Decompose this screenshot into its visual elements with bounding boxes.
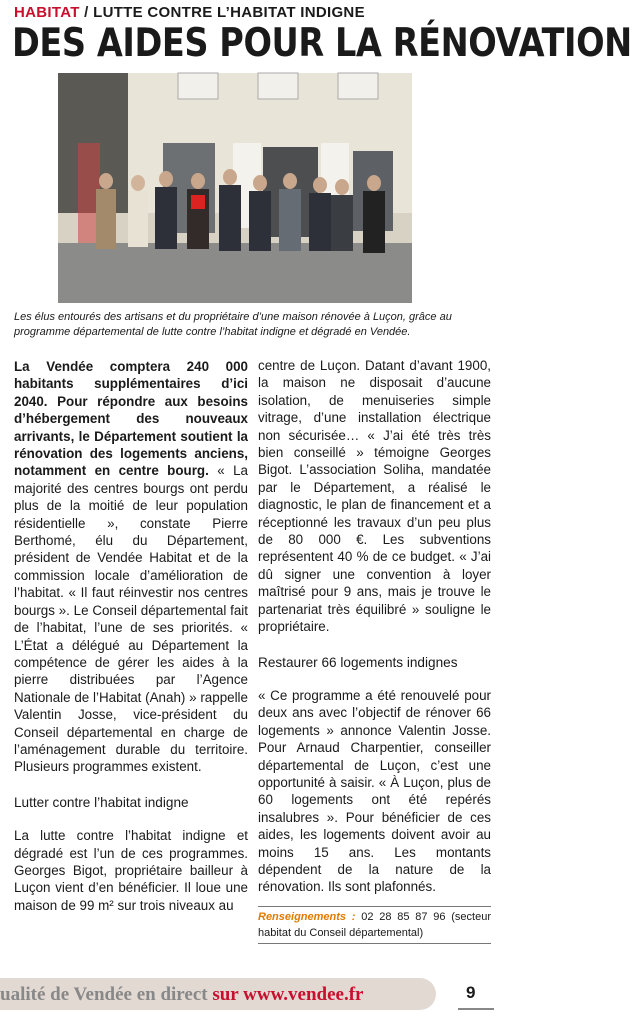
paragraph-1 xyxy=(14,358,248,776)
footer-text xyxy=(0,984,436,1006)
lead-text: La Vendée comptera 240 000 habitants supplémentaires d’ici 2040. Pour répondre aux besoins d’hébergement des nouveaux arrivants, le Département soutient la rénovation des logements anciens, notamment en centre bourg. xyxy=(14,359,248,479)
kicker-separator: / xyxy=(79,4,94,21)
paragraph-1-body: « La majorité des centres bourgs ont perdu plus de la moitié de leur population résidentielle », constate Pierre Berthomé, élu du Département, président de Vendée Habitat et de la commission locale d’amélioration de l’habitat. « Il faut réinvestir nos centres bourgs ». Le Conseil départemental fait de l’habitat, l’une de ses priorités. « L’État a délégué au Département la compétence de gérer les aides à la pierre distribuées par l’Agence Nationale de l’Habitat (Anah) » rappelle Valentin Josse, vice-président du Conseil départemental en charge de l’aménagement durable du territoire. Plusieurs programmes existent. xyxy=(14,463,248,775)
subheading-1: Lutter contre l’habitat indigne xyxy=(14,794,189,810)
footer-url[interactable]: sur www.vendee.fr xyxy=(212,984,364,1005)
article-headline: DES AIDES POUR LA RÉNOVATION xyxy=(12,21,632,66)
article-column-1 xyxy=(14,358,248,914)
paragraph-3: centre de Luçon. Datant d’avant 1900, la maison ne disposait d’aucune isolation, de menuiseries simple vitrage, d’une installation électrique non sécurisée… « J’ai été très très bien conseillé » témoigne Georges Bigot. L’association Soliha, mandatée par le Département, a réalisé le diagnostic, le plan de financement et a réceptionné les travaux d’un peu plus de 80 000 €. Les subventions représentent 40 % de ce budget. « J’ai dû signer une convention à loyer maîtrisé pour 9 ans, mais je trouve le partenariat très équilibré » souligne le propriétaire. xyxy=(258,358,491,635)
topic-label: LUTTE CONTRE L’HABITAT INDIGNE xyxy=(93,4,365,21)
group-photo-illustration xyxy=(58,73,412,303)
info-label: Renseignements : xyxy=(258,910,356,923)
article-column-2 xyxy=(258,357,491,944)
paragraph-4: « Ce programme a été renouvelé pour deux ans avec l’objectif de rénover 66 logements » annonce Valentin Josse. Pour Arnaud Charpentier, conseiller départemental de Luçon, c’est une opportunité à saisir. « À Luçon, plus de 60 logements ont été repérés insalubres ». Pour bénéficier de ces aides, les logements doivent avoir au moins 15 ans. Les montants dépendent de la nature de la rénovation. Ils sont plafonnés. xyxy=(258,687,491,895)
subheading-2: Restaurer 66 logements indignes xyxy=(258,654,458,670)
section-kicker xyxy=(14,4,365,21)
page-number-underline xyxy=(458,1008,494,1010)
info-box xyxy=(258,906,491,944)
footer-tagline: ualité de Vendée en direct xyxy=(0,984,213,1005)
paragraph-2: La lutte contre l’habitat indigne et dégradé est l’un de ces programmes. Georges Bigot, propriétaire bailleur à Luçon vient d’en bénéficier. Il loue une maison de 99 m² sur trois niveaux au xyxy=(14,828,248,913)
photo-caption: Les élus entourés des artisans et du propriétaire d’une maison rénovée à Luçon, grâce au programme départemental de lutte contre l’habitat indigne et dégradé en Vendée. xyxy=(14,311,452,338)
article-photo xyxy=(58,73,412,303)
info-text: 02 28 85 87 96 (secteur habitat du Conseil départemental) xyxy=(258,910,492,939)
section-label: HABITAT xyxy=(14,4,80,21)
page-number: 9 xyxy=(466,983,476,1002)
